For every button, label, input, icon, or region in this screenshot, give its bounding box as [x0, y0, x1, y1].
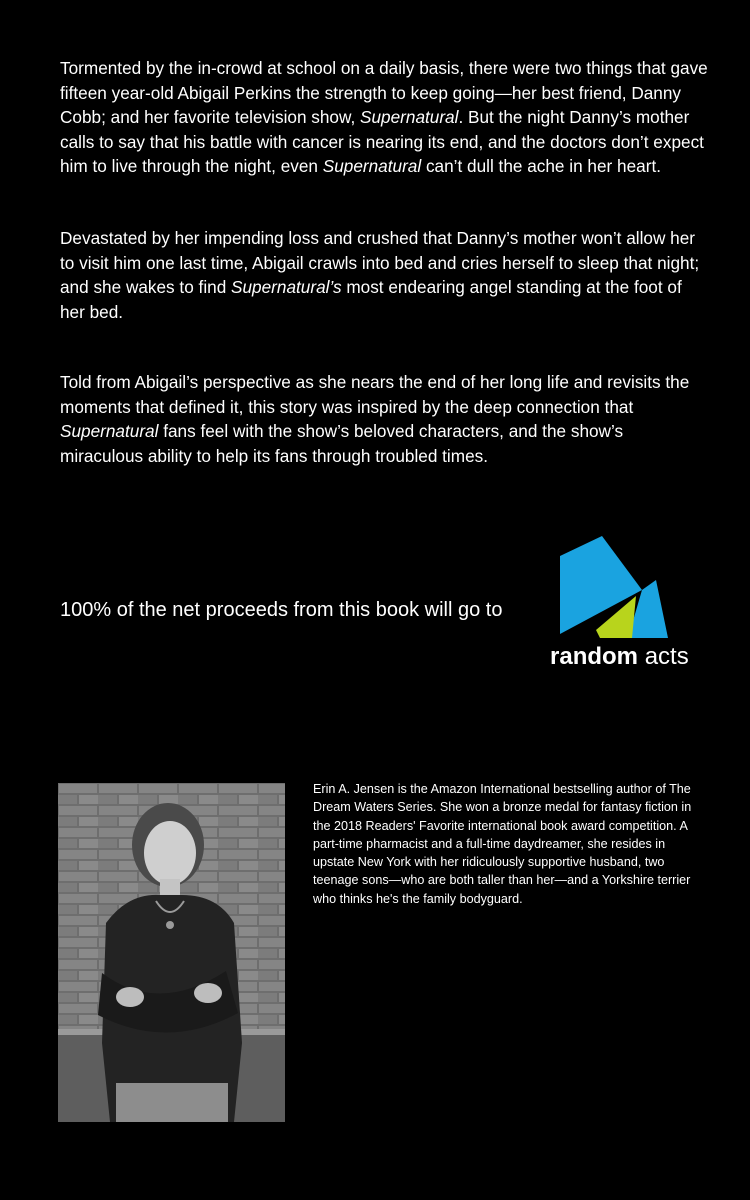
blurb-text-run: Devastated by her impending loss and crushed that Danny’s mother won’t allow her to visit him one last time, Abigail crawls into bed and cries herself to sleep that night; and she wakes to find	[60, 228, 700, 297]
show-title: Supernatural	[360, 107, 459, 127]
blurb-paragraph-3	[60, 370, 710, 468]
blurb-text-run: Tormented by the in-crowd at school on a daily basis, there were two things that gave fifteen year-old Abigail Perkins the strength to keep going—her best friend, Danny Cobb; and her favorite television show,	[60, 58, 708, 127]
random-acts-logo	[550, 534, 720, 674]
show-title: Supernatural’s	[231, 277, 342, 297]
proceeds-statement: 100% of the net proceeds from this book will go to	[60, 599, 503, 621]
blurb-text-run: can’t dull the ache in her heart.	[421, 156, 661, 176]
author-bio: Erin A. Jensen is the Amazon International bestselling author of The Dream Waters Series. She won a bronze medal for fantasy fiction in the 2018 Readers' Favorite international book award competition. A part-time pharmacist and a full-time daydreamer, she resides in upstate New York with her ridiculously supportive husband, two teenage sons—who are both taller than her—and a Yorkshire terrier who thinks he's the family bodyguard.	[313, 782, 692, 906]
show-title: Supernatural	[322, 156, 422, 176]
logo-wordmark	[550, 642, 720, 672]
random-acts-logo-icon	[550, 534, 720, 644]
blurb-text-run: Told from Abigail’s perspective as she nears the end of her long life and revisits the moments that defined it, this story was inspired by the deep connection that	[60, 372, 690, 417]
logo-word-acts: acts	[644, 643, 689, 670]
author-photo-image	[58, 783, 285, 1122]
blurb-text-run: fans feel with the show’s beloved characters, and the show’s miraculous ability to help its fans through troubled times.	[60, 421, 624, 466]
blurb-text-run: . But the night Danny’s mother calls to say that his battle with cancer is nearing its end, and the doctors don’t expect him to live through the night, even	[60, 107, 704, 176]
logo-word-random: random	[550, 643, 639, 670]
show-title: Supernatural	[60, 421, 159, 441]
author-photo	[58, 783, 285, 1122]
blurb-paragraph-1	[60, 56, 710, 179]
blurb-text-run: most endearing angel standing at the foot of her bed.	[60, 277, 682, 322]
blurb-paragraph-2	[60, 226, 710, 324]
